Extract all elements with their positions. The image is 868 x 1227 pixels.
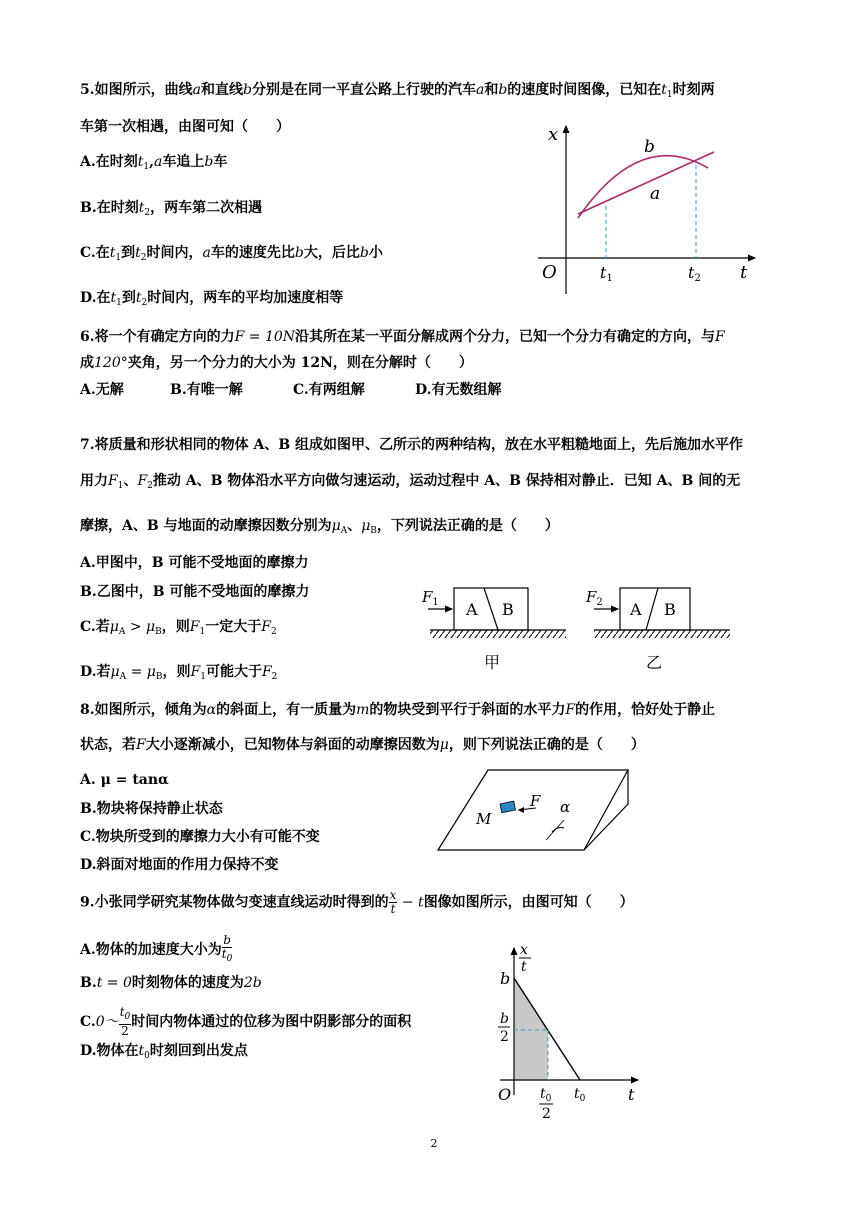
q7-option-b[interactable]: B.乙图中，B 可能不受地面的摩擦力 (80, 584, 310, 600)
svg-text:A: A (466, 600, 478, 619)
q8-option-b[interactable]: B.物块将保持静止状态 (80, 801, 223, 817)
q7-option-d[interactable]: D.若$\mu_A = \mu_B$，则$F_1$可能大于$F_2$ (80, 664, 278, 682)
q5-x-axis-label: t (740, 262, 748, 283)
q5-origin-label: O (542, 262, 557, 283)
q5-option-d[interactable]: D.在$t_1$到$t_2$时间内，两车的平均加速度相等 (80, 290, 344, 308)
q6-option-a[interactable]: A.无解 (80, 382, 124, 398)
q9-option-a[interactable]: A.物体的加速度大小为 $\frac{b}{t_0}$ (80, 933, 233, 964)
q5-t1-label: t1 (600, 263, 613, 284)
svg-text:t0: $t_0$ (540, 1086, 552, 1104)
q9-t0-label: $t_0$ (574, 1086, 586, 1104)
q8-option-c[interactable]: C.物块所受到的摩擦力大小有可能不变 (80, 829, 320, 845)
q9-option-c[interactable]: C.0～ $\frac{t_0}{2}$ 时间内物体通过的位移为图中阴影部分的面积 (80, 1005, 412, 1038)
q5-t2-label: t2 (688, 263, 701, 284)
q7-option-a[interactable]: A.甲图中，B 可能不受地面的摩擦力 (80, 555, 309, 571)
q9-y-axis-num: x (520, 942, 528, 958)
q7-stem-line1: 7.将质量和形状相同的物体 A、B 组成如图甲、乙所示的两种结构，放在水平粗糙地面上，先后施加水平作 (80, 437, 744, 453)
q8-stem-line1: 8.如图所示，倾角为α的斜面上，有一质量为m的物块受到平行于斜面的水平力F的作用，恰好处于静止 (80, 702, 716, 718)
svg-text:F2: $F_2$ (586, 588, 603, 608)
q9-option-d[interactable]: D.物体在$t_0$时刻回到出发点 (80, 1043, 248, 1061)
q8-block (500, 801, 516, 813)
q5-option-c[interactable]: C.在$t_1$到$t_2$时间内，a车的速度先比b大，后比b小 (80, 245, 383, 263)
q7-option-c[interactable]: C.若$\mu_A > \mu_B$，则$F_1$一定大于$F_2$ (80, 619, 277, 637)
q5-curve-label-b: b (644, 137, 655, 157)
svg-text:2: 2 (500, 1029, 509, 1045)
q7-caption-yi: 乙 (646, 653, 663, 672)
q9-figure (490, 940, 650, 1125)
q9-y-axis-den: t (521, 959, 527, 975)
q7-stem-line3: 摩擦，A、B 与地面的动摩擦因数分别为$\mu_A$、$\mu_B$，下列说法正确的是（ ） (80, 518, 559, 536)
q8-angle-label: α (560, 798, 571, 816)
q5-line-label-a: a (650, 184, 661, 204)
q9-b-label: b (500, 969, 511, 988)
q7-stem-line2: 用力$F_1$、$F_2$推动 A、B 物体沿水平方向做匀速运动，运动过程中 A、B 保持相对静止．已知 A、B 间的无 (80, 473, 741, 491)
q5-y-axis-label: x (548, 124, 559, 145)
q5-curve-b (578, 156, 708, 218)
q6-option-b[interactable]: B.有唯一解 (170, 382, 243, 398)
q9-shaded-area (514, 978, 548, 1080)
q5-line-a (578, 152, 714, 214)
q8-option-d[interactable]: D.斜面对地面的作用力保持不变 (80, 857, 279, 873)
q7-figure (418, 578, 738, 678)
svg-text:A: A (630, 600, 642, 619)
q5-option-a[interactable]: A.在时刻$t_1,a$车追上b车 (80, 154, 228, 172)
q8-figure (436, 768, 636, 854)
q6-option-c[interactable]: C.有两组解 (293, 382, 365, 398)
svg-text:F1: $F_1$ (422, 588, 439, 608)
page-number: 2 (430, 1137, 438, 1150)
svg-text:B: B (502, 600, 514, 619)
q6-option-d[interactable]: D.有无数组解 (415, 382, 502, 398)
q7-diagram-jia (421, 588, 566, 672)
q5-stem-line2: 车第一次相遇，由图可知（ ） (80, 119, 290, 135)
svg-text:b: b (500, 1011, 509, 1027)
q8-option-a[interactable]: A. μ = tanα (80, 772, 169, 788)
q8-force-label: F (530, 792, 541, 810)
q5-figure (530, 118, 770, 298)
q9-stem: 9.小张同学研究某物体做匀变速直线运动时得到的 $\frac{x}{t}$ − t图像如图所示，由图可知（ ） (80, 888, 634, 916)
q9-option-b[interactable]: B.t = 0时刻物体的速度为2b (80, 975, 262, 991)
q6-stem-line1: 6.将一个有确定方向的力F = 10N沿其所在某一平面分解成两个分力，已知一个分力有确定的方向，与F (80, 329, 725, 345)
q6-stem-line2: 成120°夹角，另一个分力的大小为 12N，则在分解时（ ） (80, 355, 473, 371)
q8-mass-label: M (476, 810, 492, 828)
q5-option-b[interactable]: B.在时刻$t_2$，两车第二次相遇 (80, 200, 263, 218)
q7-diagram-yi (585, 588, 730, 672)
q5-stem-line1: 5.如图所示，曲线a和直线b分别是在同一平直公路上行驶的汽车a和b的速度时间图像，已知在$t_1$时刻两 (80, 82, 715, 100)
q9-origin-label: O (498, 1085, 512, 1104)
q8-stem-line2: 状态，若F大小逐渐减小，已知物体与斜面的动摩擦因数为μ，则下列说法正确的是（ ） (80, 737, 645, 753)
q9-x-axis-label: t (628, 1085, 635, 1104)
svg-text:2: 2 (542, 1106, 551, 1122)
svg-text:B: B (664, 600, 676, 619)
q7-caption-jia: 甲 (484, 653, 501, 672)
